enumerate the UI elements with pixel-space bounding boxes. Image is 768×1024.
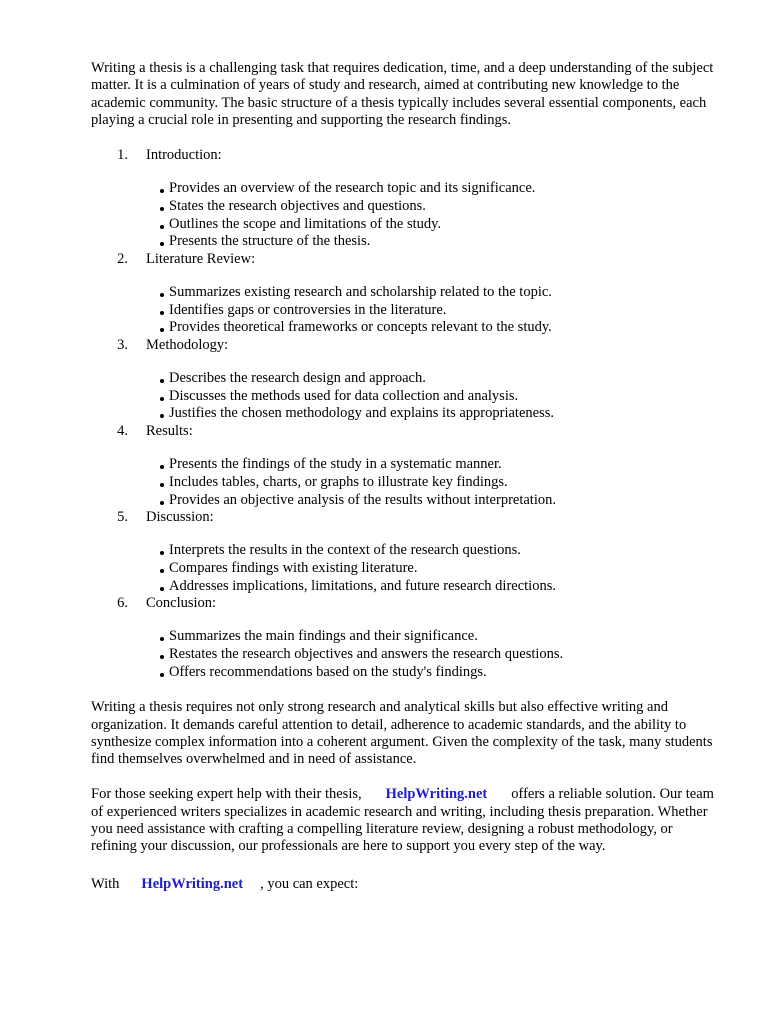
section-item	[91, 337, 721, 423]
helpwriting-paragraph	[91, 786, 721, 855]
bullet-list	[91, 370, 721, 423]
section-item	[91, 509, 721, 595]
bullet-item	[160, 542, 721, 560]
bullet-item	[160, 628, 721, 646]
section-title: Literature Review:	[146, 250, 256, 267]
bullet-item	[160, 319, 721, 337]
bullet-item	[160, 233, 721, 251]
bullet-text: Presents the findings of the study in a systematic manner.	[169, 456, 502, 473]
bullet-text: Compares findings with existing literature.	[169, 559, 418, 576]
bullet-item	[160, 456, 721, 474]
bullet-text: Discusses the methods used for data collection and analysis.	[169, 387, 519, 404]
section-number: 1.	[117, 147, 128, 164]
section-title: Results:	[146, 423, 193, 440]
bullet-dot-icon	[160, 293, 164, 297]
bullet-item	[160, 302, 721, 320]
bullet-text: Summarizes existing research and scholarship related to the topic.	[169, 284, 552, 301]
bullet-dot-icon	[160, 637, 164, 641]
section-item	[91, 147, 721, 251]
section-number: 4.	[117, 423, 128, 440]
bullet-item	[160, 492, 721, 510]
bullet-item	[160, 216, 721, 234]
bullet-dot-icon	[160, 501, 164, 505]
bullet-text: Restates the research objectives and answers the research questions.	[169, 646, 564, 663]
bullet-item	[160, 646, 721, 664]
section-number: 3.	[117, 336, 128, 353]
bullet-item	[160, 284, 721, 302]
section-heading	[91, 423, 721, 440]
bullet-item	[160, 578, 721, 596]
section-heading	[91, 337, 721, 354]
bullet-list	[91, 180, 721, 250]
bullet-dot-icon	[160, 379, 164, 383]
bullet-dot-icon	[160, 483, 164, 487]
bullet-list	[91, 542, 721, 595]
paragraph-text-before: With	[91, 875, 120, 892]
bullet-text: Presents the structure of the thesis.	[169, 233, 371, 250]
bullet-dot-icon	[160, 569, 164, 573]
bullet-list	[91, 456, 721, 509]
paragraph-text-after: offers a reliable solution. Our team of experienced writers specializes in academic research and writing, including thesis preparation. Whether you need assistance with crafting a compelling literature review, designing a robust methodology, or refining your discussion, our professionals are here to support you every step of the way.	[91, 786, 714, 855]
bullet-dot-icon	[160, 189, 164, 193]
bullet-text: Summarizes the main findings and their significance.	[169, 628, 478, 645]
section-title: Discussion:	[146, 509, 214, 526]
section-title: Introduction:	[146, 147, 222, 164]
bullet-text: Describes the research design and approach.	[169, 370, 426, 387]
section-item	[91, 251, 721, 337]
bullet-item	[160, 474, 721, 492]
section-heading	[91, 509, 721, 526]
section-item	[91, 423, 721, 509]
helpwriting-link[interactable]: HelpWriting.net	[385, 786, 488, 803]
paragraph-text-after: , you can expect:	[260, 875, 359, 892]
bullet-dot-icon	[160, 587, 164, 591]
bullet-text: States the research objectives and questions.	[169, 198, 426, 215]
bullet-dot-icon	[160, 311, 164, 315]
bullet-item	[160, 664, 721, 682]
bullet-item	[160, 560, 721, 578]
section-number: 6.	[117, 595, 128, 612]
bullet-text: Includes tables, charts, or graphs to illustrate key findings.	[169, 473, 508, 490]
bullet-dot-icon	[160, 551, 164, 555]
bullet-item	[160, 198, 721, 216]
bullet-item	[160, 388, 721, 406]
bullet-dot-icon	[160, 673, 164, 677]
section-title: Conclusion:	[146, 595, 217, 612]
expectations-paragraph	[91, 876, 721, 893]
bullet-dot-icon	[160, 242, 164, 246]
paragraph-text-before: For those seeking expert help with their thesis,	[91, 786, 362, 803]
helpwriting-link[interactable]: HelpWriting.net	[141, 875, 244, 892]
bullet-text: Addresses implications, limitations, and future research directions.	[169, 577, 556, 594]
bullet-item	[160, 370, 721, 388]
thesis-structure-list	[91, 147, 721, 681]
bullet-dot-icon	[160, 207, 164, 211]
assistance-paragraph: Writing a thesis requires not only strong research and analytical skills but also effective writing and organization. It demands careful attention to detail, adherence to academic standards, and the ability to synthesize complex information into a coherent argument. Given the complexity of the task, many students find themselves overwhelmed and in need of assistance.	[91, 699, 713, 768]
section-item	[91, 595, 721, 681]
section-heading	[91, 147, 721, 164]
bullet-dot-icon	[160, 414, 164, 418]
bullet-list	[91, 628, 721, 681]
bullet-text: Provides an objective analysis of the results without interpretation.	[169, 491, 556, 508]
section-heading	[91, 595, 721, 612]
bullet-dot-icon	[160, 465, 164, 469]
section-heading	[91, 251, 721, 268]
bullet-dot-icon	[160, 225, 164, 229]
intro-paragraph: Writing a thesis is a challenging task that requires dedication, time, and a deep understanding of the subject matter. It is a culmination of years of study and research, aimed at contributing new knowledge to the academic community. The basic structure of a thesis typically includes several essential components, each playing a crucial role in presenting and supporting the research findings.	[91, 60, 714, 128]
bullet-text: Provides an overview of the research topic and its significance.	[169, 180, 536, 197]
bullet-text: Justifies the chosen methodology and explains its appropriateness.	[169, 405, 554, 422]
bullet-item	[160, 180, 721, 198]
bullet-text: Identifies gaps or controversies in the literature.	[169, 301, 447, 318]
bullet-dot-icon	[160, 397, 164, 401]
bullet-text: Provides theoretical frameworks or concepts relevant to the study.	[169, 319, 552, 336]
section-number: 5.	[117, 509, 128, 526]
bullet-list	[91, 284, 721, 337]
bullet-text: Outlines the scope and limitations of the study.	[169, 215, 442, 232]
bullet-text: Offers recommendations based on the study's findings.	[169, 663, 487, 680]
bullet-text: Interprets the results in the context of the research questions.	[169, 542, 521, 559]
bullet-dot-icon	[160, 328, 164, 332]
document-page	[91, 60, 721, 893]
bullet-item	[160, 405, 721, 423]
bullet-dot-icon	[160, 655, 164, 659]
section-number: 2.	[117, 250, 128, 267]
section-title: Methodology:	[146, 336, 229, 353]
